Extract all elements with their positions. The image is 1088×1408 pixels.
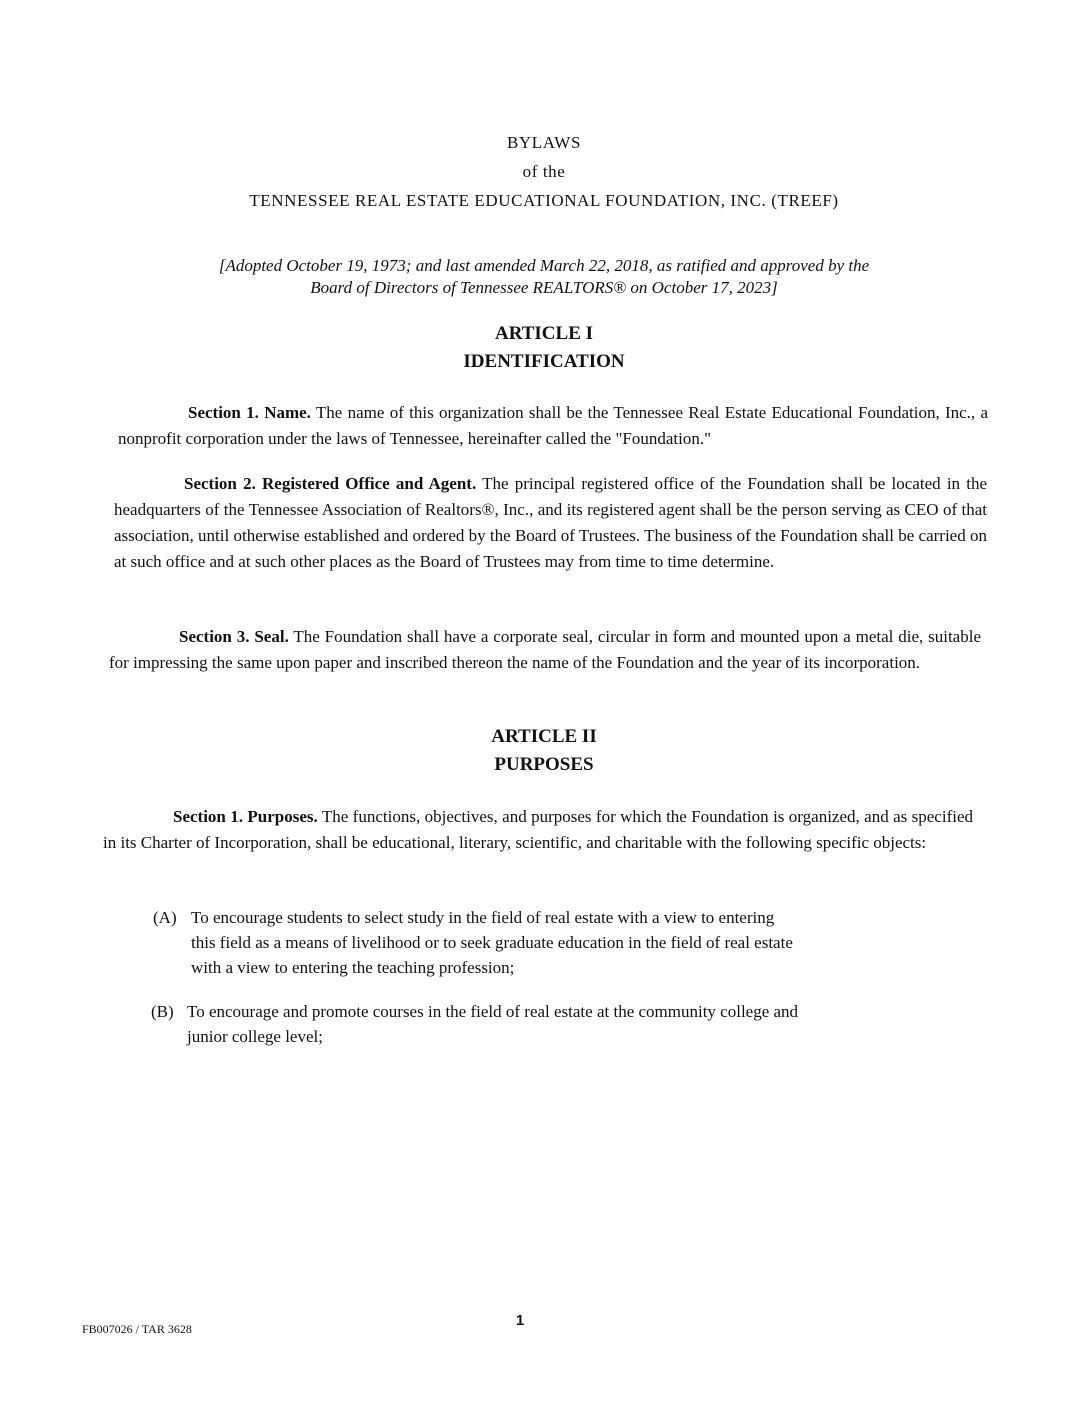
list-item-line: To encourage students to select study in the field of real estate with a view to entering <box>191 908 775 927</box>
article-2-title: PURPOSES <box>494 754 594 775</box>
section-heading: Section 3. Seal. <box>179 627 289 646</box>
section-text: The Foundation shall have a corporate seal, circular in form and mounted upon a metal die, suitable for impressing the same upon paper and inscribed thereon the name of the Foundation and the year of its incorporation. <box>109 627 981 672</box>
article-2-heading <box>0 723 1088 779</box>
list-marker: (A) <box>153 908 177 927</box>
section-heading: Section 1. Name. <box>188 403 311 422</box>
list-item-line: To encourage and promote courses in the field of real estate at the community college and <box>187 1002 799 1021</box>
section-heading: Section 2. Registered Office and Agent. <box>184 474 477 493</box>
section-text: The name of this organization shall be the Tennessee Real Estate Educational Foundation, Inc., a nonprofit corporation under the laws of Tennessee, hereinafter called the "Foundation." <box>118 403 989 448</box>
list-item-line: junior college level; <box>187 1027 323 1046</box>
article-2-number: ARTICLE II <box>491 726 597 747</box>
article-1-heading <box>0 320 1088 376</box>
adoption-note-line-2: Board of Directors of Tennessee REALTORS® on October 17, 2023] <box>310 278 778 297</box>
adoption-note <box>120 255 968 299</box>
list-item-text <box>187 999 798 1049</box>
article-1-title: IDENTIFICATION <box>463 351 625 372</box>
list-marker: (B) <box>151 1002 174 1021</box>
title-bylaws: BYLAWS <box>506 133 581 152</box>
article-2-section-1 <box>103 804 973 856</box>
article-1-section-3 <box>109 624 981 676</box>
section-text: The functions, objectives, and purposes for which the Foundation is organized, and as specified in its Charter of Incorporation, shall be educational, literary, scientific, and charitable with the following specific objects: <box>103 807 973 852</box>
list-item-line: this field as a means of livelihood or to seek graduate education in the field of real estate <box>191 933 793 952</box>
section-text: The principal registered office of the Foundation shall be located in the headquarters of the Tennessee Association of Realtors®, Inc., and its registered agent shall be the person serving as CEO of that association, until otherwise established and ordered by the Board of Trustees. The business of the Foundation shall be carried on at such office and at such other places as the Board of Trustees may from time to time determine. <box>114 474 987 571</box>
title-organization: TENNESSEE REAL ESTATE EDUCATIONAL FOUNDATION, INC. (TREEF) <box>249 191 839 210</box>
document-title <box>0 128 1088 215</box>
section-heading: Section 1. Purposes. <box>173 807 318 826</box>
page-number: 1 <box>515 1312 525 1329</box>
list-item-line: with a view to entering the teaching profession; <box>191 958 515 977</box>
list-item-text <box>191 905 793 980</box>
article-1-section-1 <box>118 400 988 452</box>
article-1-section-2 <box>114 471 987 575</box>
document-id: FB007026 / TAR 3628 <box>82 1322 192 1336</box>
list-item-a <box>153 905 953 985</box>
adoption-note-line-1: [Adopted October 19, 1973; and last amended March 22, 2018, as ratified and approved by the <box>218 256 870 275</box>
article-1-number: ARTICLE I <box>494 323 594 344</box>
title-of-the: of the <box>522 162 566 181</box>
list-item-b <box>151 999 951 1054</box>
